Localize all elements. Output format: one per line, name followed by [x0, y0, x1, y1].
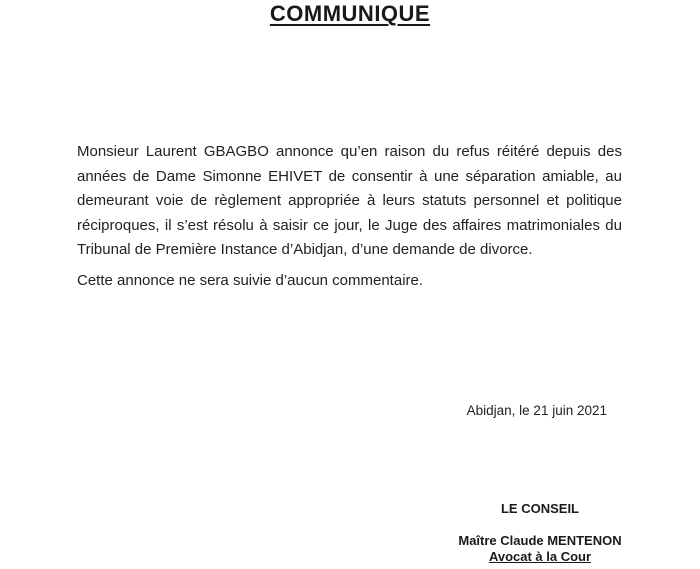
main-paragraph: Monsieur Laurent GBAGBO annonce qu’en raison du refus réitéré depuis des années de Dame Simonne EHIVET de consentir à une séparation amiable, au demeurant voie de règlement appropriée à leurs statuts personnel et politique réciproques, il s’est résolu à saisir ce jour, le Juge des affaires matrimoniales du Tribunal de Première Instance d’Abidjan, d’une demande de divorce. [77, 143, 622, 258]
signature-role: Avocat à la Cour [488, 549, 592, 564]
closing-paragraph: Cette annonce ne sera suivie d’aucun commentaire. [77, 272, 424, 289]
signature-name: Maître Claude MENTENON [458, 533, 622, 548]
signature-council: LE CONSEIL [500, 501, 579, 516]
place-and-date: Abidjan, le 21 juin 2021 [466, 403, 607, 418]
document-title: COMMUNIQUE [269, 1, 431, 26]
